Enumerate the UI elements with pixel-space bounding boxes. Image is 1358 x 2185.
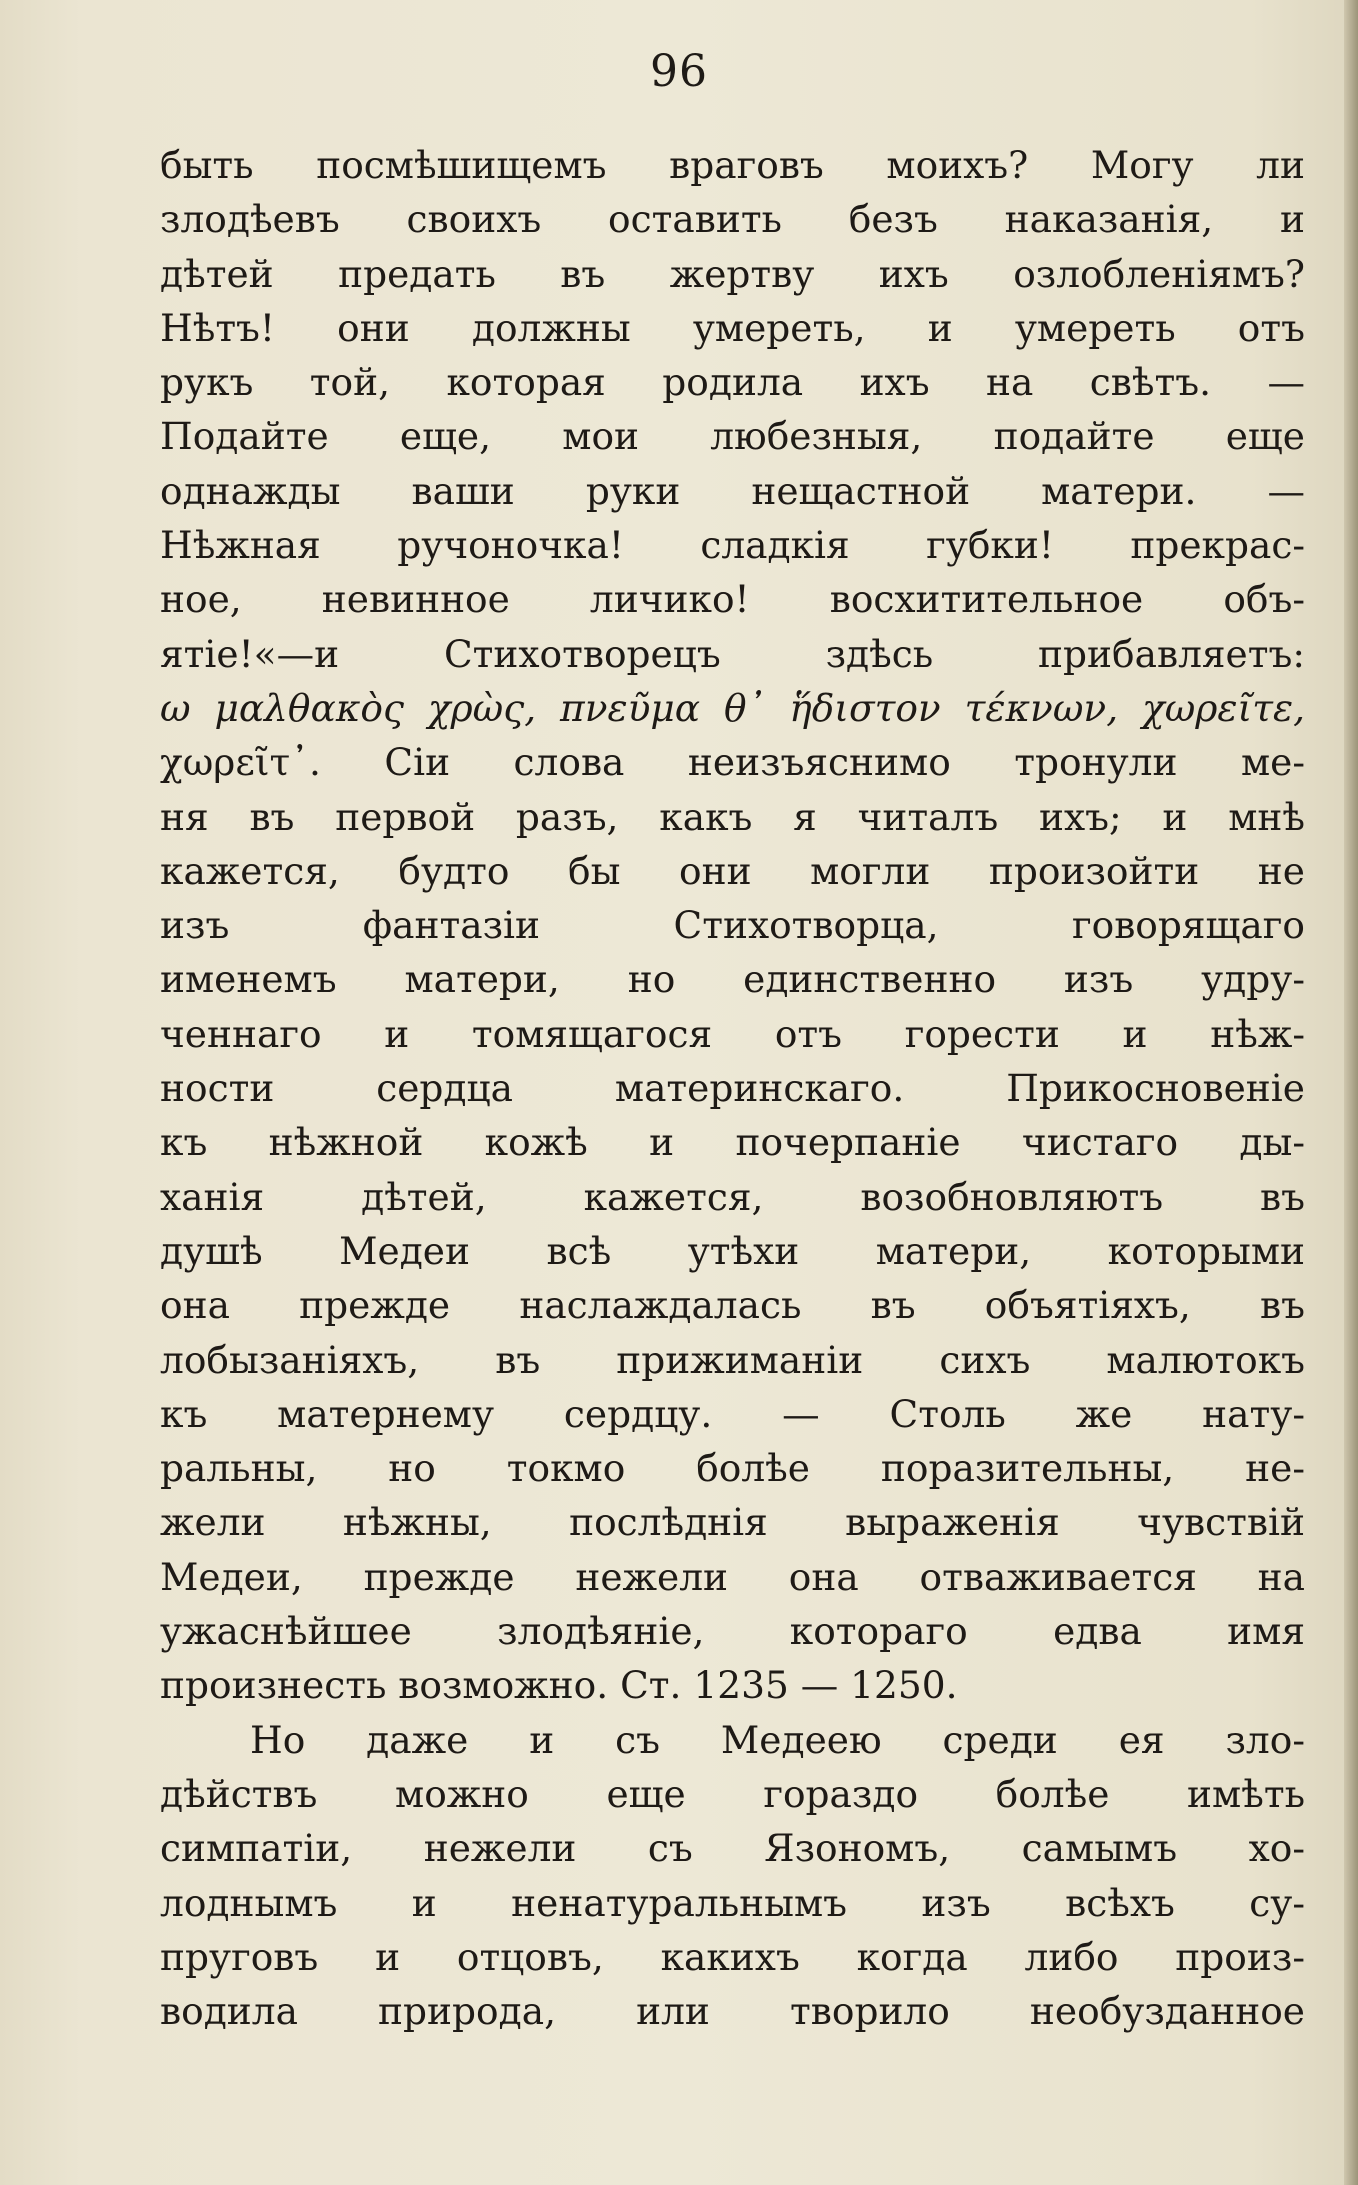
text-line: однажды ваши руки нещастной матери. —	[160, 468, 1305, 513]
paragraph-start-line: Но даже и съ Медеею среди ея зло-	[250, 1717, 1305, 1762]
text-line: къ матернему сердцу. — Столь же нату-	[160, 1391, 1305, 1436]
text-line: къ нѣжной кожѣ и почерпаніе чистаго ды-	[160, 1120, 1305, 1165]
text-line: ральны, но токмо болѣе поразительны, не-	[160, 1446, 1305, 1491]
text-line: дѣтей предать въ жертву ихъ озлобленіямъ?	[160, 251, 1305, 296]
text-line: ханія дѣтей, кажется, возобновляютъ въ	[160, 1174, 1305, 1219]
text-line: злодѣевъ своихъ оставить безъ наказанія, и	[160, 197, 1305, 242]
text-line: Нѣжная ручоночка! сладкія губки! прекрас-	[160, 523, 1305, 568]
text-line: именемъ матери, но единственно изъ удру-	[160, 957, 1305, 1002]
text-line: Медеи, прежде нежели она отваживается на	[160, 1554, 1305, 1599]
text-line: водила природа, или творило необузданное	[160, 1989, 1305, 2034]
page-number: 96	[650, 46, 708, 97]
text-line: ятіе!«—и Стихотворецъ здѣсь прибавляетъ:	[160, 631, 1305, 676]
text-line: ня въ первой разъ, какъ я читалъ ихъ; и мнѣ	[160, 794, 1305, 839]
text-line: ченнаго и томящагося отъ горести и нѣж-	[160, 1011, 1305, 1056]
text-line: χωρεῖτ᾽. Сіи слова неизъяснимо тронули ме-	[160, 740, 1305, 785]
text-line: душѣ Медеи всѣ утѣхи матери, которыми	[160, 1228, 1305, 1273]
text-line: быть посмѣшищемъ враговъ моихъ? Могу ли	[160, 143, 1305, 187]
paragraph-end-line: произнесть возможно. Ст. 1235 — 1250.	[160, 1663, 958, 1708]
text-line: ности сердца материнскаго. Прикосновеніе	[160, 1066, 1305, 1111]
text-line: жели нѣжны, послѣднія выраженія чувствій	[160, 1500, 1305, 1545]
text-line: рукъ той, которая родила ихъ на свѣтъ. —	[160, 360, 1305, 405]
text-line: Подайте еще, мои любезныя, подайте еще	[160, 414, 1305, 459]
text-line: ужаснѣйшее злодѣяніе, котораго едва имя	[160, 1609, 1305, 1654]
text-line: Нѣтъ! они должны умереть, и умереть отъ	[160, 305, 1305, 350]
text-line: лобызаніяхъ, въ прижиманіи сихъ малютокъ	[160, 1337, 1305, 1382]
text-line: изъ фантазіи Стихотворца, говорящаго	[160, 903, 1305, 948]
body-text	[160, 138, 1305, 2038]
text-line: она прежде наслаждалась въ объятіяхъ, въ	[160, 1283, 1305, 1328]
text-line: дѣйствъ можно еще гораздо болѣе имѣть	[160, 1771, 1305, 1816]
text-line: кажется, будто бы они могли произойти не	[160, 848, 1305, 893]
page-spine-shadow	[1344, 0, 1358, 2185]
text-line: лоднымъ и ненатуральнымъ изъ всѣхъ су-	[160, 1880, 1305, 1925]
text-line: симпатіи, нежели съ Язономъ, самымъ хо-	[160, 1826, 1305, 1871]
greek-quotation-line: ω μαλθακὸς χρὼς, πνεῦμα θ᾽ ἥδιστον τέκνων, χωρεῖτε,	[160, 685, 1305, 730]
text-line: ное, невинное личико! восхитительное объ-	[160, 577, 1305, 622]
text-line: пруговъ и отцовъ, какихъ когда либо произ-	[160, 1934, 1305, 1979]
